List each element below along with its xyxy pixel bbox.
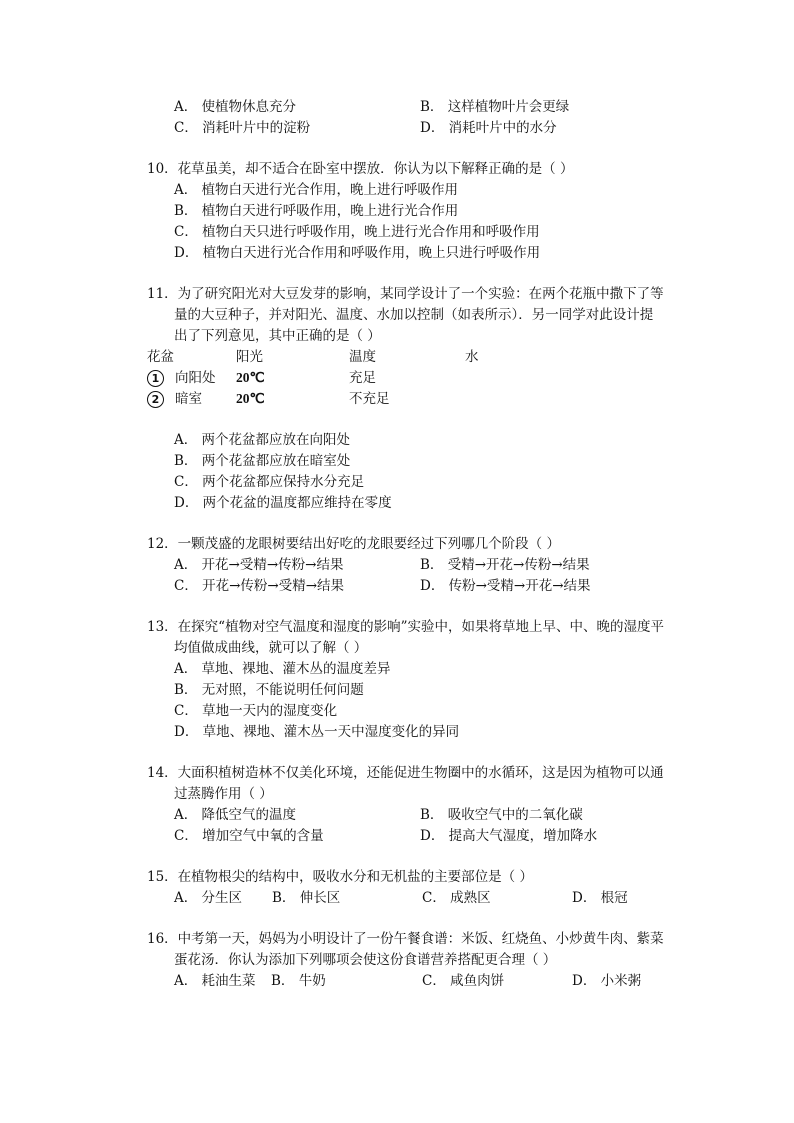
q12-option-c: C． 开花→传粉→受精→结果: [174, 578, 345, 594]
q13-option-d: D． 草地、裸地、灌木丛一天中湿度变化的异同: [174, 724, 460, 740]
q11-option-c: C． 两个花盆都应保持水分充足: [174, 474, 365, 490]
q14-option-a: A． 降低空气的温度: [174, 807, 297, 823]
q14-option-c: C． 增加空气中氧的含量: [174, 828, 324, 844]
q12-option-b: B． 受精→开花→传粉→结果: [420, 557, 590, 573]
q14-option-b: B． 吸收空气中的二氧化碳: [420, 807, 583, 823]
q16-stem-line2: 蛋花汤．你认为添加下列哪项会使这份食谱营养搭配更合理（ ）: [174, 952, 557, 968]
q16-option-c: C． 咸鱼肉饼: [422, 973, 505, 989]
circled-number: 2: [147, 391, 164, 408]
table-row-1-water: 充足: [349, 370, 376, 386]
q13-option-b: B． 无对照，不能说明任何问题: [174, 682, 364, 698]
q15-option-b: B． 伸长区: [272, 890, 341, 906]
q13-stem-line2: 均值做成曲线，就可以了解（ ）: [174, 640, 368, 656]
q10-option-b: B． 植物白天进行呼吸作用，晚上进行光合作用: [174, 203, 459, 219]
q13-option-c: C． 草地一天内的湿度变化: [174, 703, 338, 719]
q13-option-a: A． 草地、裸地、灌木丛的温度差异: [174, 661, 391, 677]
table-row-1-temp: 20℃: [236, 370, 265, 385]
q16-option-b: B． 牛奶: [271, 973, 326, 989]
q11-stem-line2: 量的大豆种子，并对阳光、温度、水加以控制（如表所示）．另一同学对此设计提: [174, 307, 654, 323]
table-row-2-water: 不充足: [349, 391, 390, 407]
q9-option-a: A． 使植物休息充分: [174, 99, 297, 115]
table-header-water: 水: [465, 349, 479, 365]
table-row-1-pot: 向阳处: [175, 370, 216, 386]
q10-option-c: C． 植物白天只进行呼吸作用，晚上进行光合作用和呼吸作用: [174, 224, 540, 240]
q14-stem-line1: 14．大面积植树造林不仅美化环境，还能促进生物圈中的水循环，这是因为植物可以通: [147, 765, 664, 781]
q12-stem: 12．一颗茂盛的龙眼树要结出好吃的龙眼要经过下列哪几个阶段（ ）: [147, 536, 560, 552]
q14-option-d: D． 提高大气湿度，增加降水: [420, 828, 598, 844]
q15-option-c: C． 成熟区: [422, 890, 491, 906]
q12-option-a: A． 开花→受精→传粉→结果: [174, 557, 344, 573]
q11-option-b: B． 两个花盆都应放在暗室处: [174, 453, 351, 469]
q16-stem-line1: 16．中考第一天，妈妈为小明设计了一份午餐食谱：米饭、红烧鱼、小炒黄牛肉、紫菜: [147, 931, 664, 947]
q11-option-d: D． 两个花盆的温度都应维持在零度: [174, 495, 392, 511]
q10-option-d: D． 植物白天进行光合作用和呼吸作用，晚上只进行呼吸作用: [174, 245, 541, 261]
table-row-1-mark: [147, 368, 164, 388]
q15-stem: 15．在植物根尖的结构中，吸收水分和无机盐的主要部位是（ ）: [147, 869, 533, 885]
q15-option-a: A． 分生区: [174, 890, 243, 906]
q12-option-d: D． 传粉→受精→开花→结果: [420, 578, 591, 594]
q9-option-c: C． 消耗叶片中的淀粉: [174, 120, 311, 136]
table-row-2-pot: 暗室: [175, 391, 202, 407]
table-row-2-mark: [147, 389, 164, 409]
table-row-2-temp: 20℃: [236, 391, 265, 406]
q11-stem-line3: 出了下列意见，其中正确的是（ ）: [174, 328, 381, 344]
q16-option-d: D． 小米粥: [572, 973, 642, 989]
q14-stem-line2: 过蒸腾作用（ ）: [174, 786, 273, 802]
q11-option-a: A． 两个花盆都应放在向阳处: [174, 432, 351, 448]
table-header-pot: 花盆: [147, 349, 174, 365]
q16-option-a: A． 耗油生菜: [174, 973, 256, 989]
q10-stem: 10．花草虽美，却不适合在卧室中摆放．你认为以下解释正确的是（ ）: [147, 161, 574, 177]
q10-option-a: A． 植物白天进行光合作用，晚上进行呼吸作用: [174, 182, 459, 198]
q9-option-b: B． 这样植物叶片会更绿: [420, 99, 570, 115]
q9-option-d: D． 消耗叶片中的水分: [420, 120, 557, 136]
q13-stem-line1: 13．在探究“植物对空气温度和湿度的影响”实验中，如果将草地上早、中、晚的湿度平: [147, 619, 664, 635]
table-header-temperature: 温度: [349, 349, 376, 365]
table-header-sunlight: 阳光: [236, 349, 263, 365]
q11-stem-line1: 11．为了研究阳光对大豆发芽的影响，某同学设计了一个实验：在两个花瓶中撒下了等: [147, 286, 664, 302]
circled-number: 1: [147, 370, 164, 387]
q15-option-d: D． 根冠: [572, 890, 628, 906]
